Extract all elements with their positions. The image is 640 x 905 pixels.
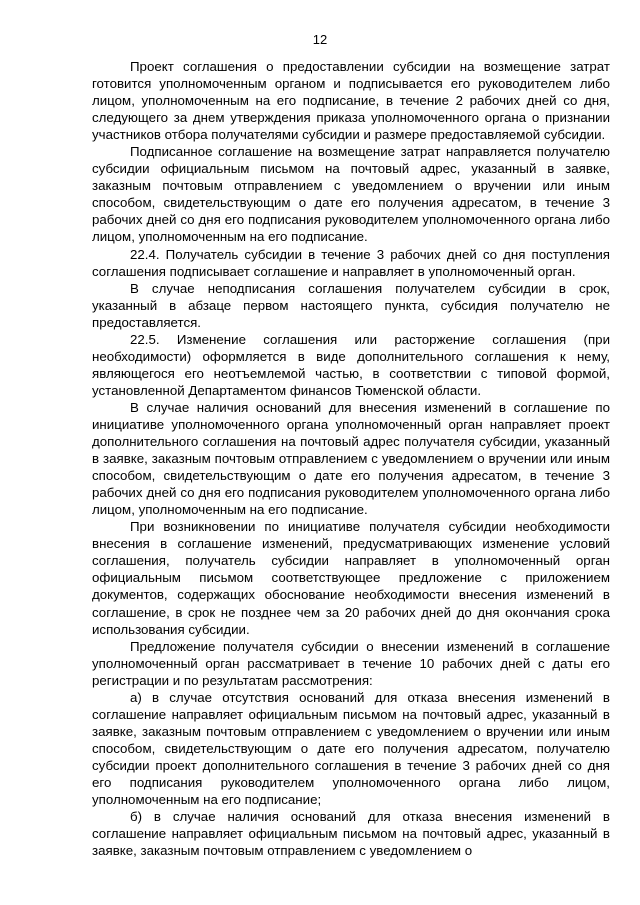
paragraph-agreement-draft: Проект соглашения о предоставлении субсидии на возмещение затрат готовится уполномоченным органом и подписывается его руководителем либо лицом, уполномоченным на его подписание, в течение 2 рабочих дней со дня, следующего за днем утверждения приказа уполномоченного органа о признании участников отбора получателями субсидии и размере предоставляемой субсидии. (92, 59, 610, 143)
paragraph-proposal-review: Предложение получателя субсидии о внесении изменений в соглашение уполномоченный орган рассматривает в течение 10 рабочих дней с даты его регистрации и по результатам рассмотрения: (92, 638, 610, 688)
paragraph-item-a: а) в случае отсутствия оснований для отказа внесения изменений в соглашение направляет официальным письмом на почтовый адрес, указанный в заявке, заказным почтовым отправлением с уведомлением о вручении или иным способом, свидетельствующим о дате его получения адресатом, получателю субсидии проект дополнительного соглашения в течение 3 рабочих дней со дня его подписания руководителем уполномоченного органа либо лицом, уполномоченным на его подписание; (92, 689, 610, 808)
paragraph-22-4: 22.4. Получатель субсидии в течение 3 рабочих дней со дня поступления соглашения подписывает соглашение и направляет в уполномоченный орган. (92, 246, 610, 279)
page-number: 12 (312, 32, 328, 47)
paragraph-signed-agreement: Подписанное соглашение на возмещение затрат направляется получателю субсидии официальным письмом на почтовый адрес, указанный в заявке, заказным почтовым отправлением с уведомлением о вручении или иным способом, свидетельствующим о дате его получения адресатом, в течение 3 рабочих дней со дня его подписания руководителем уполномоченного органа либо лицом, уполномоченным на его подписание. (92, 144, 610, 245)
paragraph-non-signing: В случае неподписания соглашения получателем субсидии в срок, указанный в абзаце первом настоящего пункта, субсидия получателю не предоставляется. (92, 280, 610, 330)
paragraph-changes-by-authority: В случае наличия оснований для внесения изменений в соглашение по инициативе уполномоченного органа уполномоченный орган направляет проект дополнительного соглашения на почтовый адрес получателя субсидии, указанный в заявке, заказным почтовым отправлением с уведомлением о вручении или иным способом, свидетельствующим о дате его получения адресатом, в течение 3 рабочих дней со дня его подписания руководителем уполномоченного органа либо лицом, уполномоченным на его подписание. (92, 399, 610, 518)
paragraph-22-5: 22.5. Изменение соглашения или расторжение соглашения (при необходимости) оформляется в виде дополнительного соглашения к нему, являющегося его неотъемлемой частью, в соответствии с типовой формой, установленной Департаментом финансов Тюменской области. (92, 331, 610, 398)
paragraph-item-b: б) в случае наличия оснований для отказа внесения изменений в соглашение направляет официальным письмом на почтовый адрес, указанный в заявке, заказным почтовым отправлением с уведомлением о (92, 809, 610, 859)
paragraph-changes-by-recipient: При возникновении по инициативе получателя субсидии необходимости внесения в соглашение изменений, предусматривающих изменение условий соглашения, получатель субсидии направляет в уполномоченный орган официальным письмом соответствующее предложение с приложением документов, содержащих обоснование необходимости внесения изменений в соглашение, в срок не позднее чем за 20 рабочих дней до дня окончания срока использования субсидии. (92, 519, 610, 637)
document-body (92, 58, 610, 859)
